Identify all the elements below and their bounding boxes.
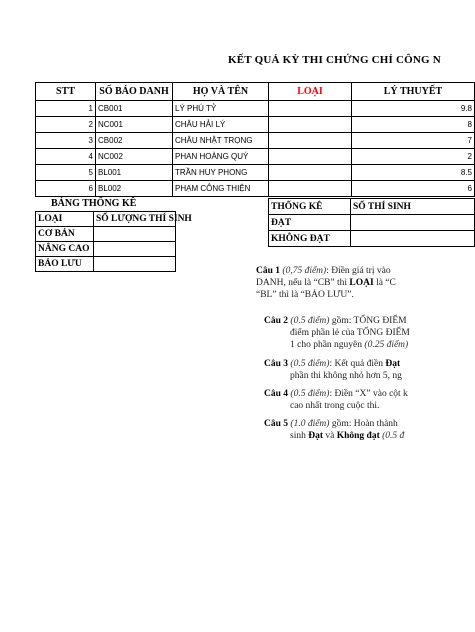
stats-value[interactable]: [351, 215, 475, 231]
table-row: [269, 231, 475, 247]
cell-stt[interactable]: 2: [36, 117, 96, 133]
header-stt[interactable]: STT: [36, 83, 96, 101]
cell-sbd[interactable]: NC001: [96, 117, 173, 133]
stats-value[interactable]: [94, 227, 176, 242]
cell-sbd[interactable]: BL001: [96, 165, 173, 181]
cell-loai[interactable]: [269, 133, 352, 149]
question-5: Câu 5 (1.0 điểm) gồm: Hoàn thành sinh Đạt và Không đạt (0.5 đ: [264, 419, 405, 441]
cell-name[interactable]: CHÂU NHẬT TRỌNG: [173, 133, 269, 149]
cell-ly-thuyet[interactable]: 9.8: [352, 101, 475, 117]
stats-header-so-luong[interactable]: SỐ LƯỢNG THÍ SINH: [94, 212, 176, 227]
results-table: [35, 82, 475, 197]
cell-loai[interactable]: [269, 101, 352, 117]
stats-value[interactable]: [351, 231, 475, 247]
cell-name[interactable]: PHAN HOÀNG QUÝ: [173, 149, 269, 165]
cell-name[interactable]: CHÂU HẢI LÝ: [173, 117, 269, 133]
cell-stt[interactable]: 3: [36, 133, 96, 149]
stats-row-co-ban[interactable]: CƠ BẢN: [36, 227, 94, 242]
stats-value[interactable]: [94, 242, 176, 257]
stats-row-khong-dat[interactable]: KHÔNG ĐẠT: [269, 231, 351, 247]
cell-stt[interactable]: 4: [36, 149, 96, 165]
header-so-bao-danh[interactable]: SỐ BÁO DANH: [96, 83, 173, 101]
stats-table-loai: [35, 211, 192, 272]
table-row: [36, 149, 475, 165]
cell-sbd[interactable]: BL002: [96, 181, 173, 197]
cell-stt[interactable]: 6: [36, 181, 96, 197]
cell-loai[interactable]: [269, 181, 352, 197]
table-row: [36, 165, 475, 181]
table-row: [36, 101, 475, 117]
cell-loai[interactable]: [269, 149, 352, 165]
stats-table-ket-qua: [268, 198, 475, 247]
table-row: [36, 117, 475, 133]
cell-loai[interactable]: [269, 165, 352, 181]
stats-title: BẢNG THỐNG KÊ: [51, 198, 137, 209]
stats-header-so-thi-sinh[interactable]: SỐ THÍ SINH: [351, 199, 475, 215]
stats-row-dat[interactable]: ĐẠT: [269, 215, 351, 231]
cell-ly-thuyet[interactable]: 8.5: [352, 165, 475, 181]
question-1: Câu 1 (0,75 điểm): Điền giá trị vào DANH, nếu là “CB” thì LOẠI là “C “BL” thì là “BẢO LƯU”.: [256, 266, 396, 300]
table-row: [269, 215, 475, 231]
cell-name[interactable]: LÝ PHÚ TỶ: [173, 101, 269, 117]
cell-ly-thuyet[interactable]: 7: [352, 133, 475, 149]
stats-row-nang-cao[interactable]: NÂNG CAO: [36, 242, 94, 257]
stats-header-loai[interactable]: LOẠI: [36, 212, 94, 227]
cell-sbd[interactable]: CB001: [96, 101, 173, 117]
table-row: [36, 212, 176, 227]
stats-value[interactable]: [94, 257, 176, 272]
cell-ly-thuyet[interactable]: 6: [352, 181, 475, 197]
table-row: [36, 133, 475, 149]
stats-header-thong-ke[interactable]: THỐNG KÊ: [269, 199, 351, 215]
table-row: [36, 242, 176, 257]
table-row: [36, 227, 176, 242]
cell-ly-thuyet[interactable]: 8: [352, 117, 475, 133]
header-ho-va-ten[interactable]: HỌ VÀ TÊN: [173, 83, 269, 101]
cell-loai[interactable]: [269, 117, 352, 133]
header-loai[interactable]: LOẠI: [269, 83, 352, 101]
question-4: Câu 4 (0.5 điểm): Điền “X” vào cột k cao nhất trong cuộc thi.: [264, 389, 408, 411]
table-row: [269, 199, 475, 215]
cell-stt[interactable]: 1: [36, 101, 96, 117]
cell-ly-thuyet[interactable]: 2: [352, 149, 475, 165]
header-ly-thuyet[interactable]: LÝ THUYẾT: [352, 83, 475, 101]
table-row: [36, 181, 475, 197]
stats-row-bao-luu[interactable]: BẢO LƯU: [36, 257, 94, 272]
cell-sbd[interactable]: NC002: [96, 149, 173, 165]
cell-stt[interactable]: 5: [36, 165, 96, 181]
table-row: [36, 257, 176, 272]
cell-sbd[interactable]: CB002: [96, 133, 173, 149]
header-row: [36, 83, 475, 101]
cell-name[interactable]: TRẦN HUY PHONG: [173, 165, 269, 181]
question-2: Câu 2 (0.5 điểm) gồm: TỔNG ĐIỂM điểm phần lẻ của TỔNG ĐIỂM 1 cho phần nguyên (0.25 điểm): [264, 316, 410, 350]
question-3: Câu 3 (0.5 điểm): Kết quả điền Đạt phần thi không nhỏ hơn 5, ng: [264, 359, 402, 381]
cell-name[interactable]: PHẠM CÔNG THIỆN: [173, 181, 269, 197]
sheet-title: KẾT QUẢ KỲ THI CHỨNG CHỈ CÔNG N: [228, 54, 441, 66]
